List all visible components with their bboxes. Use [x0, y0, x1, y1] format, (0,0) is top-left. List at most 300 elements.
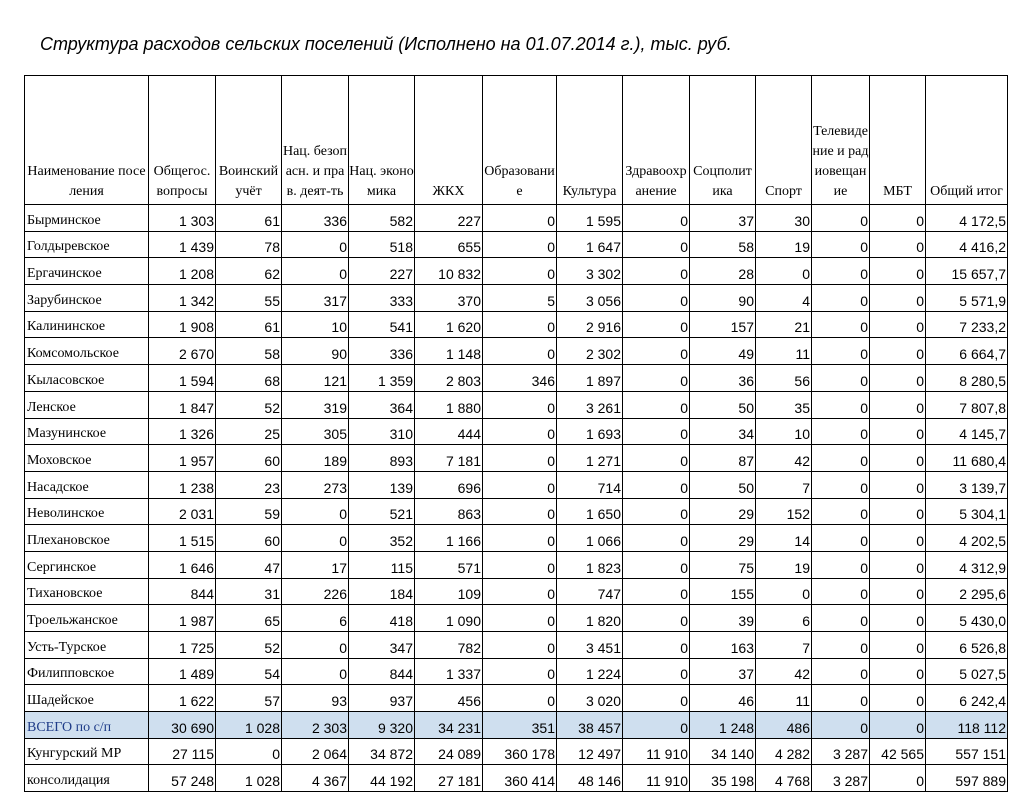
- value-cell: 0: [812, 231, 870, 258]
- value-cell: 444: [415, 418, 483, 445]
- table-row: [25, 205, 1008, 232]
- table-row: [25, 418, 1008, 445]
- value-cell: 0: [812, 632, 870, 659]
- value-cell: 0: [812, 311, 870, 338]
- value-cell: 2 302: [557, 338, 623, 365]
- value-cell: 0: [483, 498, 557, 525]
- value-cell: 1 090: [415, 605, 483, 632]
- value-cell: 1 208: [149, 258, 216, 285]
- value-cell: 0: [483, 551, 557, 578]
- value-cell: 0: [623, 712, 690, 739]
- value-cell: 78: [216, 231, 282, 258]
- value-cell: 696: [415, 471, 483, 498]
- value-cell: 10: [756, 418, 812, 445]
- table-row: [25, 231, 1008, 258]
- value-cell: 9 320: [349, 712, 415, 739]
- value-cell: 0: [623, 632, 690, 659]
- value-cell: 52: [216, 632, 282, 659]
- column-header: Здравоохранение: [623, 76, 690, 205]
- table-row: [25, 551, 1008, 578]
- table-row: [25, 338, 1008, 365]
- value-cell: 7 181: [415, 445, 483, 472]
- value-cell: 0: [870, 525, 926, 552]
- column-header: ЖКХ: [415, 76, 483, 205]
- value-cell: 456: [415, 685, 483, 712]
- header-row: [25, 76, 1008, 205]
- value-cell: 1 489: [149, 658, 216, 685]
- value-cell: 0: [623, 658, 690, 685]
- settlement-name-cell: Усть-Турское: [25, 632, 149, 659]
- value-cell: 1 303: [149, 205, 216, 232]
- column-header: Наименование поселения: [25, 76, 149, 205]
- value-cell: 0: [870, 712, 926, 739]
- value-cell: 157: [690, 311, 756, 338]
- value-cell: 557 151: [926, 738, 1008, 765]
- value-cell: 0: [756, 578, 812, 605]
- value-cell: 0: [870, 578, 926, 605]
- value-cell: 37: [690, 658, 756, 685]
- value-cell: 5 027,5: [926, 658, 1008, 685]
- settlement-name-cell: Мазунинское: [25, 418, 149, 445]
- value-cell: 4 416,2: [926, 231, 1008, 258]
- settlement-name-cell: Зарубинское: [25, 285, 149, 312]
- value-cell: 226: [282, 578, 349, 605]
- settlement-name-cell: Насадское: [25, 471, 149, 498]
- value-cell: 5 430,0: [926, 605, 1008, 632]
- value-cell: 35 198: [690, 765, 756, 792]
- value-cell: 5: [483, 285, 557, 312]
- value-cell: 0: [870, 365, 926, 392]
- value-cell: 93: [282, 685, 349, 712]
- value-cell: 1 622: [149, 685, 216, 712]
- value-cell: 1 271: [557, 445, 623, 472]
- value-cell: 1 166: [415, 525, 483, 552]
- value-cell: 58: [216, 338, 282, 365]
- value-cell: 0: [483, 258, 557, 285]
- value-cell: 844: [149, 578, 216, 605]
- value-cell: 1 647: [557, 231, 623, 258]
- value-cell: 0: [870, 285, 926, 312]
- value-cell: 317: [282, 285, 349, 312]
- settlement-name-cell: Бырминское: [25, 205, 149, 232]
- value-cell: 0: [870, 498, 926, 525]
- value-cell: 418: [349, 605, 415, 632]
- settlement-name-cell: Калининское: [25, 311, 149, 338]
- value-cell: 47: [216, 551, 282, 578]
- value-cell: 0: [812, 445, 870, 472]
- value-cell: 518: [349, 231, 415, 258]
- value-cell: 0: [483, 418, 557, 445]
- value-cell: 4 172,5: [926, 205, 1008, 232]
- value-cell: 6 526,8: [926, 632, 1008, 659]
- value-cell: 5 304,1: [926, 498, 1008, 525]
- value-cell: 1 342: [149, 285, 216, 312]
- value-cell: 7: [756, 471, 812, 498]
- value-cell: 36: [690, 365, 756, 392]
- value-cell: 0: [812, 685, 870, 712]
- column-header: Спорт: [756, 76, 812, 205]
- column-header: Общий итог: [926, 76, 1008, 205]
- value-cell: 346: [483, 365, 557, 392]
- value-cell: 6 664,7: [926, 338, 1008, 365]
- value-cell: 2 670: [149, 338, 216, 365]
- value-cell: 7 807,8: [926, 391, 1008, 418]
- value-cell: 1 620: [415, 311, 483, 338]
- value-cell: 0: [623, 498, 690, 525]
- value-cell: 336: [282, 205, 349, 232]
- value-cell: 571: [415, 551, 483, 578]
- value-cell: 0: [282, 231, 349, 258]
- value-cell: 68: [216, 365, 282, 392]
- value-cell: 1 028: [216, 712, 282, 739]
- value-cell: 27 115: [149, 738, 216, 765]
- value-cell: 2 064: [282, 738, 349, 765]
- value-cell: 4 768: [756, 765, 812, 792]
- value-cell: 115: [349, 551, 415, 578]
- value-cell: 2 303: [282, 712, 349, 739]
- value-cell: 1 646: [149, 551, 216, 578]
- value-cell: 30 690: [149, 712, 216, 739]
- value-cell: 0: [282, 498, 349, 525]
- value-cell: 0: [812, 498, 870, 525]
- settlement-name-cell: Неволинское: [25, 498, 149, 525]
- value-cell: 1 238: [149, 471, 216, 498]
- value-cell: 3 020: [557, 685, 623, 712]
- column-header: Телевидение и радиовещание: [812, 76, 870, 205]
- value-cell: 1 880: [415, 391, 483, 418]
- value-cell: 0: [812, 285, 870, 312]
- column-header: Общегос. вопросы: [149, 76, 216, 205]
- value-cell: 3 056: [557, 285, 623, 312]
- table-body: [25, 205, 1008, 792]
- value-cell: 37: [690, 205, 756, 232]
- value-cell: 1 248: [690, 712, 756, 739]
- value-cell: 370: [415, 285, 483, 312]
- column-header: Образование: [483, 76, 557, 205]
- value-cell: 29: [690, 525, 756, 552]
- value-cell: 10: [282, 311, 349, 338]
- settlement-name-cell: Кунгурский МР: [25, 738, 149, 765]
- value-cell: 139: [349, 471, 415, 498]
- table-row: [25, 712, 1008, 739]
- value-cell: 227: [349, 258, 415, 285]
- value-cell: 62: [216, 258, 282, 285]
- value-cell: 0: [483, 525, 557, 552]
- value-cell: 364: [349, 391, 415, 418]
- value-cell: 184: [349, 578, 415, 605]
- value-cell: 31: [216, 578, 282, 605]
- value-cell: 893: [349, 445, 415, 472]
- value-cell: 0: [870, 765, 926, 792]
- value-cell: 0: [870, 685, 926, 712]
- value-cell: 937: [349, 685, 415, 712]
- value-cell: 57: [216, 685, 282, 712]
- value-cell: 0: [483, 632, 557, 659]
- value-cell: 1 337: [415, 658, 483, 685]
- value-cell: 50: [690, 471, 756, 498]
- value-cell: 54: [216, 658, 282, 685]
- value-cell: 1 820: [557, 605, 623, 632]
- value-cell: 46: [690, 685, 756, 712]
- value-cell: 227: [415, 205, 483, 232]
- value-cell: 582: [349, 205, 415, 232]
- value-cell: 61: [216, 311, 282, 338]
- value-cell: 1 066: [557, 525, 623, 552]
- value-cell: 58: [690, 231, 756, 258]
- value-cell: 50: [690, 391, 756, 418]
- value-cell: 1 693: [557, 418, 623, 445]
- settlement-name-cell: Комсомольское: [25, 338, 149, 365]
- settlement-name-cell: Сергинское: [25, 551, 149, 578]
- value-cell: 5 571,9: [926, 285, 1008, 312]
- value-cell: 39: [690, 605, 756, 632]
- value-cell: 0: [812, 578, 870, 605]
- value-cell: 0: [812, 258, 870, 285]
- table-row: [25, 605, 1008, 632]
- value-cell: 347: [349, 632, 415, 659]
- value-cell: 0: [483, 445, 557, 472]
- value-cell: 189: [282, 445, 349, 472]
- value-cell: 1 650: [557, 498, 623, 525]
- value-cell: 52: [216, 391, 282, 418]
- value-cell: 310: [349, 418, 415, 445]
- value-cell: 0: [812, 365, 870, 392]
- value-cell: 0: [483, 685, 557, 712]
- value-cell: 4 367: [282, 765, 349, 792]
- value-cell: 0: [812, 338, 870, 365]
- value-cell: 42 565: [870, 738, 926, 765]
- value-cell: 0: [812, 471, 870, 498]
- value-cell: 360 178: [483, 738, 557, 765]
- value-cell: 486: [756, 712, 812, 739]
- value-cell: 1 897: [557, 365, 623, 392]
- value-cell: 0: [623, 445, 690, 472]
- value-cell: 360 414: [483, 765, 557, 792]
- table-row: [25, 632, 1008, 659]
- settlement-name-cell: Моховское: [25, 445, 149, 472]
- value-cell: 1 148: [415, 338, 483, 365]
- value-cell: 15 657,7: [926, 258, 1008, 285]
- table-row: [25, 258, 1008, 285]
- value-cell: 0: [483, 338, 557, 365]
- value-cell: 863: [415, 498, 483, 525]
- value-cell: 12 497: [557, 738, 623, 765]
- value-cell: 21: [756, 311, 812, 338]
- value-cell: 0: [870, 205, 926, 232]
- value-cell: 34 872: [349, 738, 415, 765]
- value-cell: 0: [623, 231, 690, 258]
- value-cell: 597 889: [926, 765, 1008, 792]
- table-row: [25, 525, 1008, 552]
- value-cell: 1 595: [557, 205, 623, 232]
- value-cell: 1 439: [149, 231, 216, 258]
- value-cell: 0: [812, 418, 870, 445]
- value-cell: 0: [623, 365, 690, 392]
- value-cell: 0: [623, 471, 690, 498]
- column-header: МБТ: [870, 76, 926, 205]
- value-cell: 59: [216, 498, 282, 525]
- value-cell: 7: [756, 632, 812, 659]
- value-cell: 0: [623, 605, 690, 632]
- value-cell: 3 287: [812, 765, 870, 792]
- value-cell: 3 451: [557, 632, 623, 659]
- value-cell: 0: [483, 311, 557, 338]
- value-cell: 273: [282, 471, 349, 498]
- value-cell: 0: [812, 205, 870, 232]
- value-cell: 1 359: [349, 365, 415, 392]
- value-cell: 0: [623, 258, 690, 285]
- value-cell: 0: [623, 418, 690, 445]
- value-cell: 0: [282, 258, 349, 285]
- value-cell: 152: [756, 498, 812, 525]
- value-cell: 44 192: [349, 765, 415, 792]
- value-cell: 0: [623, 285, 690, 312]
- table-row: [25, 738, 1008, 765]
- value-cell: 90: [282, 338, 349, 365]
- value-cell: 3 287: [812, 738, 870, 765]
- value-cell: 11 910: [623, 738, 690, 765]
- value-cell: 0: [870, 605, 926, 632]
- settlement-name-cell: Троельжанское: [25, 605, 149, 632]
- value-cell: 0: [483, 205, 557, 232]
- value-cell: 8 280,5: [926, 365, 1008, 392]
- value-cell: 0: [216, 738, 282, 765]
- value-cell: 351: [483, 712, 557, 739]
- value-cell: 352: [349, 525, 415, 552]
- value-cell: 1 847: [149, 391, 216, 418]
- value-cell: 1 594: [149, 365, 216, 392]
- table-row: [25, 765, 1008, 792]
- value-cell: 0: [870, 418, 926, 445]
- value-cell: 7 233,2: [926, 311, 1008, 338]
- table-row: [25, 365, 1008, 392]
- value-cell: 0: [870, 658, 926, 685]
- value-cell: 42: [756, 658, 812, 685]
- value-cell: 0: [870, 632, 926, 659]
- value-cell: 714: [557, 471, 623, 498]
- value-cell: 118 112: [926, 712, 1008, 739]
- value-cell: 34: [690, 418, 756, 445]
- value-cell: 90: [690, 285, 756, 312]
- value-cell: 0: [756, 258, 812, 285]
- table-header: [25, 76, 1008, 205]
- value-cell: 55: [216, 285, 282, 312]
- value-cell: 0: [623, 525, 690, 552]
- value-cell: 34 140: [690, 738, 756, 765]
- value-cell: 1 725: [149, 632, 216, 659]
- value-cell: 333: [349, 285, 415, 312]
- value-cell: 11: [756, 685, 812, 712]
- value-cell: 1 224: [557, 658, 623, 685]
- value-cell: 49: [690, 338, 756, 365]
- value-cell: 0: [812, 712, 870, 739]
- table-row: [25, 578, 1008, 605]
- settlement-name-cell: Филипповское: [25, 658, 149, 685]
- value-cell: 0: [623, 205, 690, 232]
- value-cell: 17: [282, 551, 349, 578]
- value-cell: 42: [756, 445, 812, 472]
- value-cell: 61: [216, 205, 282, 232]
- value-cell: 336: [349, 338, 415, 365]
- value-cell: 0: [483, 658, 557, 685]
- column-header: Культура: [557, 76, 623, 205]
- value-cell: 6: [756, 605, 812, 632]
- value-cell: 3 302: [557, 258, 623, 285]
- value-cell: 121: [282, 365, 349, 392]
- value-cell: 4 145,7: [926, 418, 1008, 445]
- value-cell: 11 680,4: [926, 445, 1008, 472]
- settlement-name-cell: Плехановское: [25, 525, 149, 552]
- value-cell: 541: [349, 311, 415, 338]
- value-cell: 24 089: [415, 738, 483, 765]
- value-cell: 0: [483, 471, 557, 498]
- value-cell: 0: [623, 391, 690, 418]
- value-cell: 4 202,5: [926, 525, 1008, 552]
- value-cell: 29: [690, 498, 756, 525]
- value-cell: 0: [812, 391, 870, 418]
- value-cell: 19: [756, 231, 812, 258]
- value-cell: 28: [690, 258, 756, 285]
- value-cell: 0: [483, 231, 557, 258]
- value-cell: 844: [349, 658, 415, 685]
- value-cell: 0: [623, 338, 690, 365]
- value-cell: 155: [690, 578, 756, 605]
- settlement-name-cell: Кыласовское: [25, 365, 149, 392]
- value-cell: 48 146: [557, 765, 623, 792]
- value-cell: 1 908: [149, 311, 216, 338]
- value-cell: 3 139,7: [926, 471, 1008, 498]
- value-cell: 23: [216, 471, 282, 498]
- column-header: Соцполитика: [690, 76, 756, 205]
- value-cell: 0: [870, 445, 926, 472]
- value-cell: 2 031: [149, 498, 216, 525]
- value-cell: 38 457: [557, 712, 623, 739]
- table-row: [25, 685, 1008, 712]
- value-cell: 0: [483, 605, 557, 632]
- settlement-name-cell: Тихановское: [25, 578, 149, 605]
- value-cell: 319: [282, 391, 349, 418]
- value-cell: 2 916: [557, 311, 623, 338]
- value-cell: 6 242,4: [926, 685, 1008, 712]
- value-cell: 57 248: [149, 765, 216, 792]
- value-cell: 109: [415, 578, 483, 605]
- settlement-name-cell: Ленское: [25, 391, 149, 418]
- page-title: Структура расходов сельских поселений (Исполнено на 01.07.2014 г.), тыс. руб.: [40, 34, 732, 54]
- value-cell: 2 803: [415, 365, 483, 392]
- value-cell: 0: [483, 391, 557, 418]
- value-cell: 0: [623, 311, 690, 338]
- expense-table: [24, 75, 1008, 792]
- value-cell: 0: [870, 391, 926, 418]
- value-cell: 1 987: [149, 605, 216, 632]
- value-cell: 6: [282, 605, 349, 632]
- column-header: Воинский учёт: [216, 76, 282, 205]
- value-cell: 56: [756, 365, 812, 392]
- value-cell: 65: [216, 605, 282, 632]
- value-cell: 14: [756, 525, 812, 552]
- value-cell: 0: [812, 658, 870, 685]
- value-cell: 655: [415, 231, 483, 258]
- value-cell: 1 326: [149, 418, 216, 445]
- value-cell: 34 231: [415, 712, 483, 739]
- value-cell: 0: [870, 471, 926, 498]
- value-cell: 305: [282, 418, 349, 445]
- value-cell: 19: [756, 551, 812, 578]
- value-cell: 0: [870, 338, 926, 365]
- value-cell: 4 282: [756, 738, 812, 765]
- value-cell: 35: [756, 391, 812, 418]
- value-cell: 25: [216, 418, 282, 445]
